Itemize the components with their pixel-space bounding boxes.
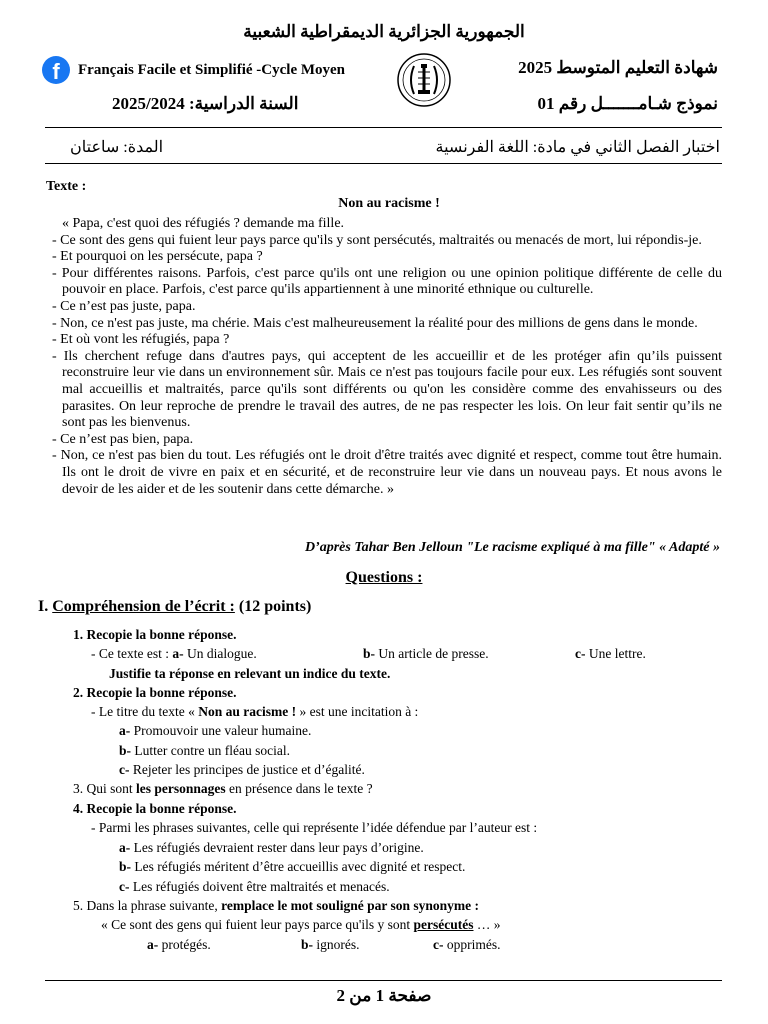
question-4-option-a: a- Les réfugiés devraient rester dans leur pays d’origine. bbox=[119, 840, 424, 855]
page-number: صفحة 1 من 2 bbox=[336, 986, 432, 1005]
question-2-option-a: a- Promouvoir une valeur humaine. bbox=[119, 723, 312, 738]
exam-name: شهادة التعليم المتوسط 2025 bbox=[518, 58, 718, 77]
exam-duration: المدة: ساعتان bbox=[70, 139, 164, 156]
republic-title: الجمهورية الجزائرية الديمقراطية الشعبية bbox=[243, 22, 525, 41]
text-title: Non au racisme ! bbox=[338, 196, 440, 211]
questions-title: Questions : bbox=[345, 569, 423, 586]
facebook-icon: f bbox=[42, 56, 70, 84]
reading-passage bbox=[52, 216, 722, 498]
passage-paragraph: - Ce n’est pas bien, papa. bbox=[52, 431, 194, 447]
passage-paragraph: - Non, ce n'est pas juste, ma chérie. Mais c'est malheureusement la réalité pour des millions de gens dans le monde. bbox=[52, 315, 698, 331]
passage-paragraph: - Et où vont les réfugiés, papa ? bbox=[52, 332, 230, 348]
header-divider-bottom bbox=[45, 163, 722, 164]
section-points: (12 points) bbox=[238, 598, 312, 615]
header-divider-top bbox=[45, 127, 722, 128]
passage-paragraph: - Ils cherchent refuge dans d'autres pays, qui acceptent de les accueillir et de les protéger afin qu’ils puissent reconstruire leur vie dans un environnement sûr. Mais ce n'est pas toujours facile pour eux. Les réfugiés sont souvent mal accueillis et maltraités, parce qu'ils sont différents ou qu'on les considère comme des envahisseurs ou des parasites. On leur reproche de prendre le travail des autres, de ne pas respecter les lois. On leur fait sentir qu’ils ne sont pas les bienvenus. bbox=[52, 348, 722, 431]
question-5-quote: « Ce sont des gens qui fuient leur pays parce qu'ils y sont persécutés … » bbox=[101, 917, 501, 932]
question-4-title: 4. Recopie la bonne réponse. bbox=[73, 801, 237, 816]
section-number: I. bbox=[38, 598, 49, 615]
question-3: 3. Qui sont les personnages en présence dans le texte ? bbox=[73, 781, 373, 796]
question-5-option-a: a- protégés. bbox=[147, 937, 211, 952]
exam-model-number: نموذج شـامـــــــل رقم 01 bbox=[537, 94, 718, 113]
school-year: السنة الدراسية: 2025/2024 bbox=[112, 94, 299, 113]
question-2-stem: - Le titre du texte « Non au racisme ! » est une incitation à : bbox=[91, 704, 419, 719]
question-2-title: 2. Recopie la bonne réponse. bbox=[73, 685, 237, 700]
question-4-stem: - Parmi les phrases suivantes, celle qui représente l’idée défendue par l’auteur est : bbox=[91, 820, 538, 835]
question-5-option-c: c- opprimés. bbox=[433, 937, 501, 952]
question-1-title: 1. Recopie la bonne réponse. bbox=[73, 627, 237, 642]
question-2-option-c: c- Rejeter les principes de justice et d’égalité. bbox=[119, 762, 365, 777]
question-4-option-c: c- Les réfugiés doivent être maltraités et menacés. bbox=[119, 879, 390, 894]
underlined-word: persécutés bbox=[413, 917, 474, 932]
facebook-page-name: Français Facile et Simplifié -Cycle Moyen bbox=[78, 62, 346, 78]
question-5-title: 5. Dans la phrase suivante, remplace le mot souligné par son synonyme : bbox=[73, 898, 479, 913]
exam-subject: اختبار الفصل الثاني في مادة: اللغة الفرنسية bbox=[435, 139, 720, 156]
section-title: Compréhension de l’écrit : bbox=[52, 598, 235, 615]
question-2-option-b: b- Lutter contre un fléau social. bbox=[119, 743, 290, 758]
text-label: Texte : bbox=[46, 179, 87, 194]
section-heading bbox=[38, 598, 311, 616]
passage-paragraph: - Ce n’est pas juste, papa. bbox=[52, 298, 196, 314]
question-1-option-b: b- Un article de presse. bbox=[363, 646, 489, 661]
text-source: D’après Tahar Ben Jelloun "Le racisme expliqué à ma fille" « Adapté » bbox=[304, 540, 720, 555]
ministry-emblem-icon bbox=[396, 52, 452, 108]
passage-paragraph: - Et pourquoi on les persécute, papa ? bbox=[52, 249, 263, 265]
question-4-option-b: b- Les réfugiés méritent d’être accueillis avec dignité et respect. bbox=[119, 859, 466, 874]
passage-paragraph: - Pour différentes raisons. Parfois, c'est parce qu'ils ont une religion ou une opinion politique différente de celle du pouvoir en place. Parfois, c'est parce qu'ils appartiennent à une minorité ethnique ou culturelle. bbox=[52, 265, 722, 298]
question-1-justify: Justifie ta réponse en relevant un indice du texte. bbox=[109, 666, 391, 681]
footer-divider bbox=[45, 980, 722, 981]
question-1-option-c: c- Une lettre. bbox=[575, 646, 646, 661]
question-5-option-b: b- ignorés. bbox=[301, 937, 360, 952]
passage-paragraph: - Non, ce n'est pas bien du tout. Les réfugiés ont le droit d'être traités avec dignité et respect, comme tout être humain. Ils ont le droit de vivre en paix et en sécurité, et de reconstruire leur vie dans un nouveau pays. Et nous avons le devoir de les aider et de les soutenir dans cette démarche. » bbox=[52, 448, 722, 497]
question-1-stem: - Ce texte est : a- Un dialogue. bbox=[91, 646, 257, 661]
passage-paragraph: - Ce sont des gens qui fuient leur pays parce qu'ils y sont persécutés, maltraités ou menacés de mort, lui répondis-je. bbox=[52, 232, 702, 248]
passage-paragraph: « Papa, c'est quoi des réfugiés ? demande ma fille. bbox=[62, 216, 345, 231]
